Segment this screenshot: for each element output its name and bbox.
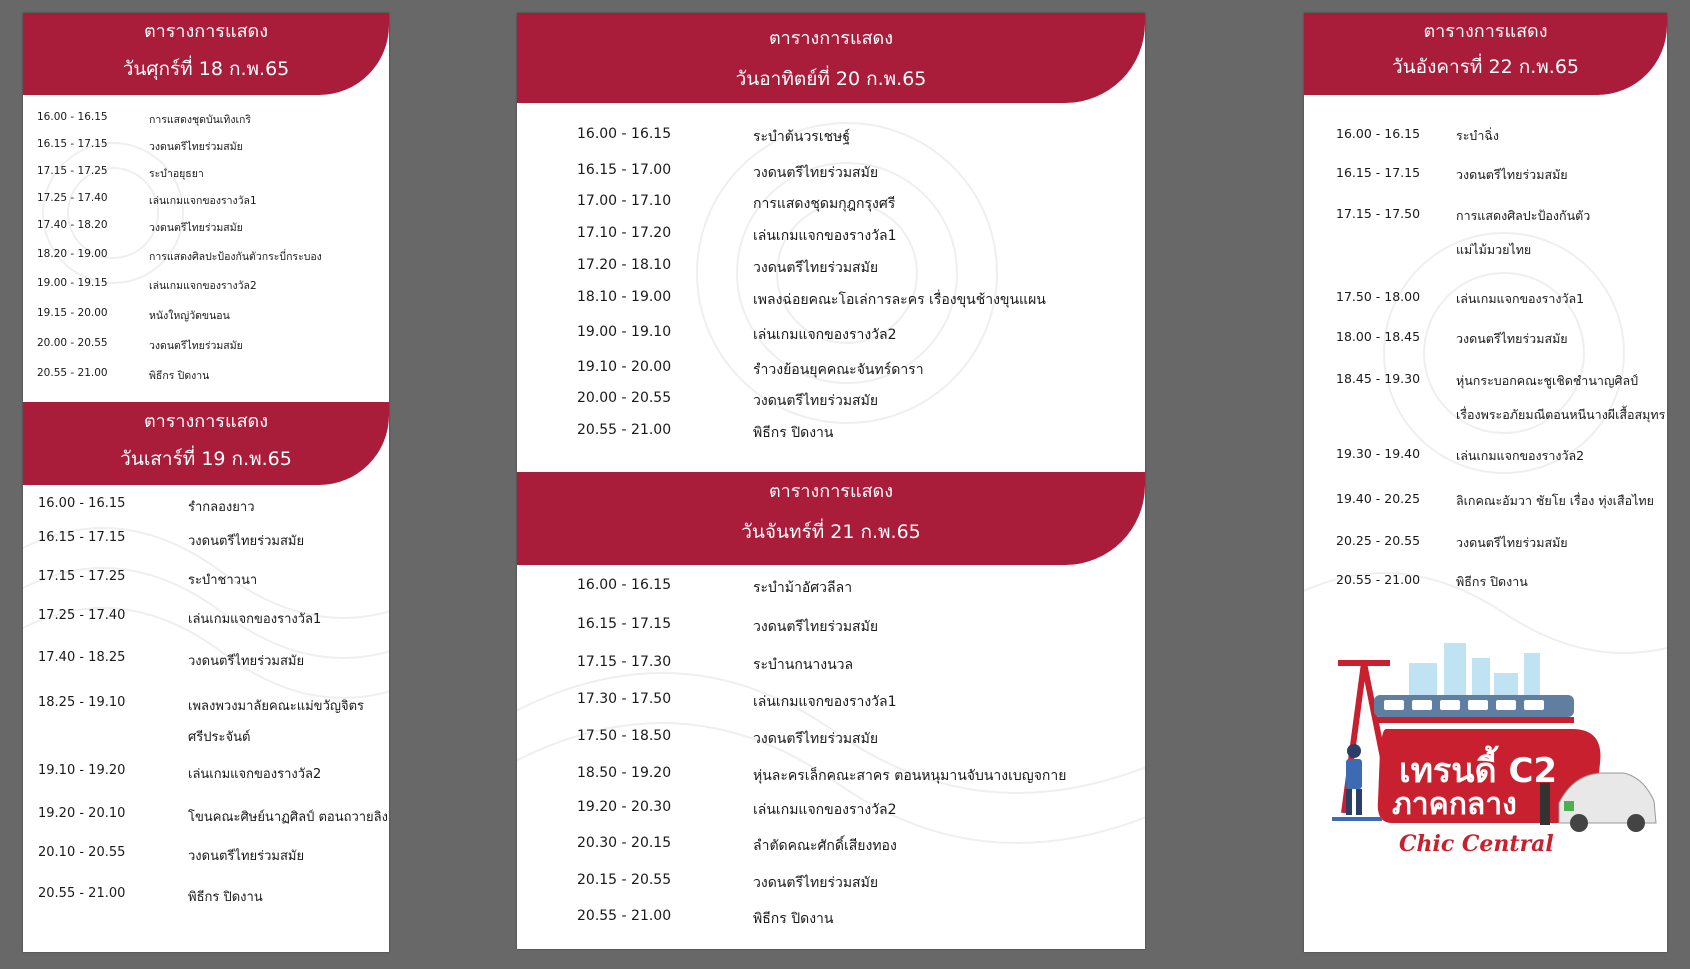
logo-tagline: Chic Central	[1399, 831, 1554, 857]
row-activity: เล่นเกมแจกของรางวัล2	[753, 802, 897, 818]
row-activity: พิธีกร ปิดงาน	[188, 890, 263, 905]
header-fri	[23, 13, 389, 95]
header-date: วันอาทิตย์ที่ 20 ก.พ.65	[735, 68, 927, 90]
row-time: 19.00 - 19.15	[37, 277, 108, 289]
row-activity: เล่นเกมแจกของรางวัล2	[753, 327, 897, 343]
row-activity: ระบำอยุธยา	[149, 168, 204, 180]
header-sun	[517, 13, 1145, 103]
row-time: 18.00 - 18.45	[1336, 329, 1421, 344]
row-time: 17.40 - 18.25	[38, 650, 126, 665]
row-activity: วงดนตรีไทยร่วมสมัย	[753, 260, 879, 276]
row-activity: เล่นเกมแจกของรางวัล1	[753, 694, 897, 710]
row-activity: เล่นเกมแจกของรางวัล2	[149, 280, 257, 292]
row-time: 19.20 - 20.30	[577, 799, 672, 815]
row-activity: เล่นเกมแจกของรางวัล1	[149, 195, 257, 207]
row-activity: การแสดงศิลปะป้องกันตัว	[1456, 208, 1591, 223]
row-activity: ระบำฉิ่ง	[1456, 128, 1499, 143]
row-activity: ลิเกคณะอัมวา ชัยโย เรื่อง ทุ่งเสือไทย	[1456, 493, 1654, 508]
header-sat	[23, 402, 389, 485]
row-activity: การแสดงชุดบันเทิงเกริ	[149, 114, 252, 126]
row-time: 19.10 - 20.00	[577, 359, 672, 375]
trendy-c2-logo	[1304, 633, 1667, 863]
row-activity: การแสดงชุดมกุฎกรุงศรี	[753, 196, 896, 212]
row-time: 19.40 - 20.25	[1336, 491, 1421, 506]
row-time: 16.15 - 17.00	[577, 162, 672, 178]
row-activity: ระบำต้นวรเชษฐ์	[753, 129, 851, 145]
row-activity: เล่นเกมแจกของรางวัล1	[753, 228, 897, 244]
row-activity: โขนคณะศิษย์นาฏศิลป์ ตอนถวายลิง	[188, 810, 388, 825]
row-time: 18.10 - 19.00	[577, 289, 672, 305]
row-activity: วงดนตรีไทยร่วมสมัย	[753, 165, 879, 181]
row-time: 17.40 - 18.20	[37, 219, 108, 231]
row-activity: พิธีกร ปิดงาน	[149, 370, 210, 382]
row-time: 20.10 - 20.55	[38, 845, 126, 860]
row-time: 16.00 - 16.15	[37, 111, 108, 123]
row-time: 16.00 - 16.15	[1336, 126, 1421, 141]
row-activity: วงดนตรีไทยร่วมสมัย	[1456, 167, 1568, 182]
row-time: 16.00 - 16.15	[38, 496, 126, 511]
row-time: 20.00 - 20.55	[37, 337, 108, 349]
row-activity: วงดนตรีไทยร่วมสมัย	[1456, 331, 1568, 346]
row-time: 17.25 - 17.40	[37, 192, 108, 204]
logo-line1: เทรนดี้ C2	[1399, 751, 1558, 791]
row-time: 20.55 - 21.00	[37, 367, 108, 379]
row-activity: วงดนตรีไทยร่วมสมัย	[188, 849, 305, 864]
row-time: 20.15 - 20.55	[577, 872, 672, 888]
row-activity: ระบำชาวนา	[188, 573, 258, 588]
header-date: วันเสาร์ที่ 19 ก.พ.65	[120, 448, 292, 470]
logo-line2: ภาคกลาง	[1392, 787, 1517, 822]
row-activity: เพลงฉ่อยคณะโอเล่การละคร เรื่องขุนช้างขุนแผน	[753, 292, 1046, 308]
row-time: 17.20 - 18.10	[577, 257, 672, 273]
header-mon	[517, 472, 1145, 565]
row-time: 19.10 - 19.20	[38, 763, 126, 778]
row-activity: พิธีกร ปิดงาน	[753, 911, 834, 927]
schedule-panel-left	[23, 13, 389, 952]
row-time: 17.15 - 17.50	[1336, 206, 1421, 221]
row-activity: พิธีกร ปิดงาน	[1456, 574, 1528, 589]
row-activity: หุ่นกระบอกคณะชูเชิดชำนาญศิลป์	[1456, 373, 1639, 388]
row-time: 18.45 - 19.30	[1336, 371, 1421, 386]
row-time: 16.15 - 17.15	[38, 530, 126, 545]
row-time: 20.55 - 21.00	[1336, 572, 1421, 587]
row-time: 20.55 - 21.00	[577, 908, 672, 924]
row-activity: พิธีกร ปิดงาน	[753, 425, 834, 441]
row-time: 19.15 - 20.00	[37, 307, 108, 319]
row-time: 17.15 - 17.25	[37, 165, 108, 177]
row-activity: ลำตัดคณะศักดิ์เสียงทอง	[753, 838, 897, 854]
header-title: ตารางการแสดง	[768, 481, 894, 502]
row-time: 19.20 - 20.10	[38, 806, 126, 821]
row-activity: เพลงพวงมาลัยคณะแม่ขวัญจิตร	[188, 699, 364, 714]
row-time: 17.30 - 17.50	[577, 691, 672, 707]
row-time: 16.00 - 16.15	[577, 126, 672, 142]
row-activity: วงดนตรีไทยร่วมสมัย	[753, 619, 879, 635]
row-activity: วงดนตรีไทยร่วมสมัย	[753, 393, 879, 409]
row-activity: หุ่นละครเล็กคณะสาคร ตอนหนุมานจับนางเบญจกาย	[753, 768, 1067, 784]
row-activity: วงดนตรีไทยร่วมสมัย	[188, 654, 305, 669]
row-activity: เล่นเกมแจกของรางวัล2	[1456, 448, 1585, 463]
row-time: 20.55 - 21.00	[577, 422, 672, 438]
header-date: วันจันทร์ที่ 21 ก.พ.65	[741, 521, 921, 543]
row-activity: วงดนตรีไทยร่วมสมัย	[149, 222, 243, 234]
row-time: 20.55 - 21.00	[38, 886, 126, 901]
row-time: 17.50 - 18.00	[1336, 289, 1421, 304]
row-activity: วงดนตรีไทยร่วมสมัย	[753, 731, 879, 747]
header-tue	[1304, 13, 1667, 95]
row-time: 16.15 - 17.15	[577, 616, 672, 632]
row-activity: วงดนตรีไทยร่วมสมัย	[1456, 535, 1568, 550]
row-time: 16.15 - 17.15	[1336, 165, 1421, 180]
header-date: วันศุกร์ที่ 18 ก.พ.65	[122, 58, 290, 80]
row-activity: รำวงย้อนยุคคณะจันทร์ดารา	[753, 362, 924, 378]
row-activity: เล่นเกมแจกของรางวัล1	[1456, 291, 1585, 306]
row-activity: วงดนตรีไทยร่วมสมัย	[149, 340, 243, 352]
row-time: 18.25 - 19.10	[38, 695, 126, 710]
row-time: 16.00 - 16.15	[577, 577, 672, 593]
row-time: 18.20 - 19.00	[37, 248, 108, 260]
schedule-panel-middle	[517, 13, 1145, 949]
row-activity: วงดนตรีไทยร่วมสมัย	[188, 534, 305, 549]
row-activity: ระบำนกนางนวล	[753, 657, 854, 673]
row-time: 20.25 - 20.55	[1336, 533, 1421, 548]
row-time: 16.15 - 17.15	[37, 138, 108, 150]
row-activity-line2: เรื่องพระอภัยมณีตอนหนีนางผีเสื้อสมุทร	[1456, 407, 1666, 422]
row-activity: วงดนตรีไทยร่วมสมัย	[753, 875, 879, 891]
header-title: ตารางการแสดง	[768, 28, 894, 49]
header-title: ตารางการแสดง	[143, 21, 269, 42]
row-activity: เล่นเกมแจกของรางวัล2	[188, 767, 322, 782]
row-activity: หนังใหญ่วัดขนอน	[149, 310, 230, 322]
header-title: ตารางการแสดง	[143, 411, 269, 432]
row-time: 18.50 - 19.20	[577, 765, 672, 781]
row-activity-line2: แม่ไม้มวยไทย	[1456, 242, 1532, 257]
row-time: 19.30 - 19.40	[1336, 446, 1421, 461]
header-title: ตารางการแสดง	[1423, 21, 1548, 42]
row-time: 17.10 - 17.20	[577, 225, 672, 241]
row-activity: รำกลองยาว	[188, 500, 255, 515]
row-activity: ระบำม้าอัศวลีลา	[753, 580, 853, 596]
row-activity-line2: ศรีประจันต์	[188, 730, 251, 745]
schedule-panel-right	[1304, 13, 1667, 952]
row-activity: เล่นเกมแจกของรางวัล1	[188, 612, 322, 627]
row-time: 17.50 - 18.50	[577, 728, 672, 744]
row-time: 19.00 - 19.10	[577, 324, 672, 340]
row-time: 17.15 - 17.25	[38, 569, 126, 584]
row-activity: การแสดงศิลปะป้องกันตัวกระบี่กระบอง	[149, 251, 322, 263]
row-time: 20.00 - 20.55	[577, 390, 672, 406]
row-time: 17.15 - 17.30	[577, 654, 672, 670]
row-time: 20.30 - 20.15	[577, 835, 672, 851]
row-activity: วงดนตรีไทยร่วมสมัย	[149, 141, 243, 153]
row-time: 17.25 - 17.40	[38, 608, 126, 623]
header-date: วันอังคารที่ 22 ก.พ.65	[1392, 56, 1579, 78]
row-time: 17.00 - 17.10	[577, 193, 672, 209]
